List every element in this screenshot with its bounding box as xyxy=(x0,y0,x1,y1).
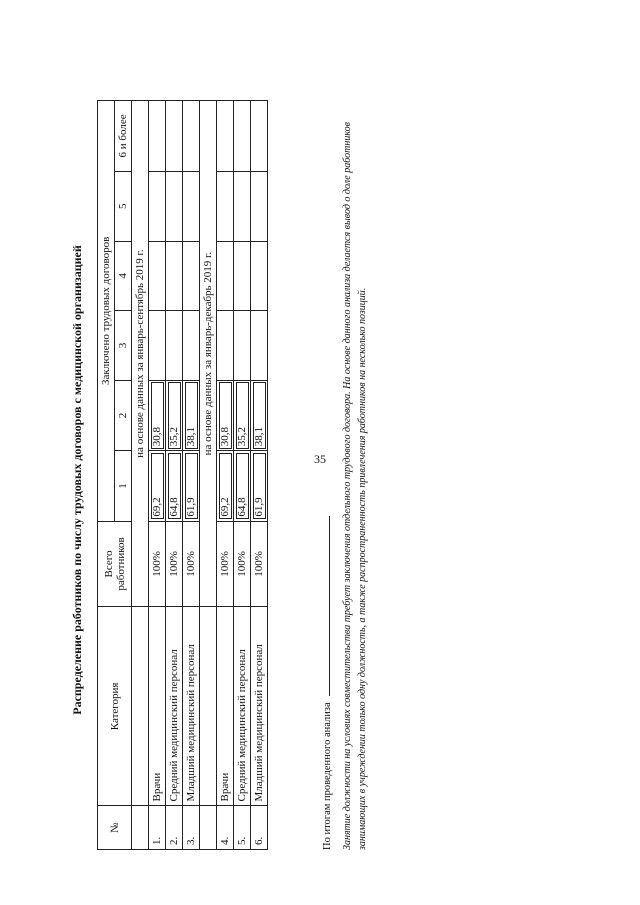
row-val-2: 30,8 xyxy=(217,380,234,450)
header-col-6: 6 и более xyxy=(115,101,132,172)
row-val-2: 30,8 xyxy=(149,380,166,450)
row-num: 5. xyxy=(234,806,251,850)
header-col-2: 2 xyxy=(115,380,132,450)
header-row-1 xyxy=(98,101,115,850)
row-val-5 xyxy=(149,171,166,241)
footnote: Занятие должности на условиях совместительства требует заключения отдельного трудового договора. На основе данного анализа делается вывод о доле работников занимающих в учреждении только одну должность, а также распространенность привлечения работников на несколько позиций. xyxy=(342,122,368,850)
row-category: Средний медицинский персонал xyxy=(234,607,251,806)
row-val-2: 38,1 xyxy=(183,380,200,450)
table-row xyxy=(183,101,200,850)
row-val-1: 64,8 xyxy=(166,451,183,521)
row-val-1: 64,8 xyxy=(234,451,251,521)
row-num: 3. xyxy=(183,806,200,850)
row-category: Врачи xyxy=(149,607,166,806)
row-num: 2. xyxy=(166,806,183,850)
header-col-4: 4 xyxy=(115,241,132,311)
row-val-5 xyxy=(166,171,183,241)
row-category: Младший медицинский персонал xyxy=(183,607,200,806)
rotated-page-content xyxy=(70,100,368,860)
row-val-2: 38,1 xyxy=(251,380,268,450)
header-total: Всего работников xyxy=(98,521,132,607)
table-row xyxy=(166,101,183,850)
row-val-3 xyxy=(217,311,234,381)
table-row xyxy=(251,101,268,850)
header-category: Категория xyxy=(98,607,132,806)
row-val-1: 69,2 xyxy=(149,451,166,521)
row-val-3 xyxy=(166,311,183,381)
table-title: Распределение работников по числу трудовых договоров с медицинской организацией xyxy=(70,245,84,715)
row-val-6 xyxy=(149,101,166,172)
page-number: 35 xyxy=(314,452,326,466)
header-col-3: 3 xyxy=(115,311,132,381)
row-num: 6. xyxy=(251,806,268,850)
table-row xyxy=(217,101,234,850)
row-val-4 xyxy=(166,241,183,311)
row-val-3 xyxy=(183,311,200,381)
row-val-4 xyxy=(217,241,234,311)
row-num: 1. xyxy=(149,806,166,850)
table-row xyxy=(234,101,251,850)
row-val-4 xyxy=(234,241,251,311)
row-val-3 xyxy=(234,311,251,381)
row-total: 100% xyxy=(217,521,234,607)
row-val-5 xyxy=(251,171,268,241)
row-val-6 xyxy=(183,101,200,172)
row-val-3 xyxy=(251,311,268,381)
row-val-5 xyxy=(234,171,251,241)
row-category: Врачи xyxy=(217,607,234,806)
blank-line xyxy=(329,516,330,696)
row-val-6 xyxy=(166,101,183,172)
row-num: 4. xyxy=(217,806,234,850)
row-val-1: 61,9 xyxy=(183,451,200,521)
row-total: 100% xyxy=(149,521,166,607)
row-total: 100% xyxy=(166,521,183,607)
period-row xyxy=(132,101,149,850)
row-val-6 xyxy=(234,101,251,172)
analysis-conclusion xyxy=(322,516,333,850)
row-val-6 xyxy=(251,101,268,172)
period-label: на основе данных за январь-декабрь 2019 г. xyxy=(200,101,217,607)
row-val-3 xyxy=(149,311,166,381)
row-val-1: 69,2 xyxy=(217,451,234,521)
row-total: 100% xyxy=(183,521,200,607)
header-num: № xyxy=(98,806,132,850)
period-label: на основе данных за январь-сентябрь 2019 г. xyxy=(132,101,149,607)
header-col-1: 1 xyxy=(115,451,132,521)
header-contracts: Заключено трудовых договоров xyxy=(98,101,115,522)
row-val-4 xyxy=(251,241,268,311)
period-row xyxy=(200,101,217,850)
row-category: Средний медицинский персонал xyxy=(166,607,183,806)
row-val-1: 61,9 xyxy=(251,451,268,521)
analysis-label: По итогам проведенного анализа xyxy=(322,702,333,850)
contracts-table xyxy=(97,100,268,850)
row-val-2: 35,2 xyxy=(166,380,183,450)
row-val-4 xyxy=(149,241,166,311)
row-val-6 xyxy=(217,101,234,172)
row-val-5 xyxy=(217,171,234,241)
row-val-2: 35,2 xyxy=(234,380,251,450)
row-val-4 xyxy=(183,241,200,311)
row-category: Младший медицинский персонал xyxy=(251,607,268,806)
header-col-5: 5 xyxy=(115,171,132,241)
row-total: 100% xyxy=(251,521,268,607)
table-row xyxy=(149,101,166,850)
row-val-5 xyxy=(183,171,200,241)
row-total: 100% xyxy=(234,521,251,607)
